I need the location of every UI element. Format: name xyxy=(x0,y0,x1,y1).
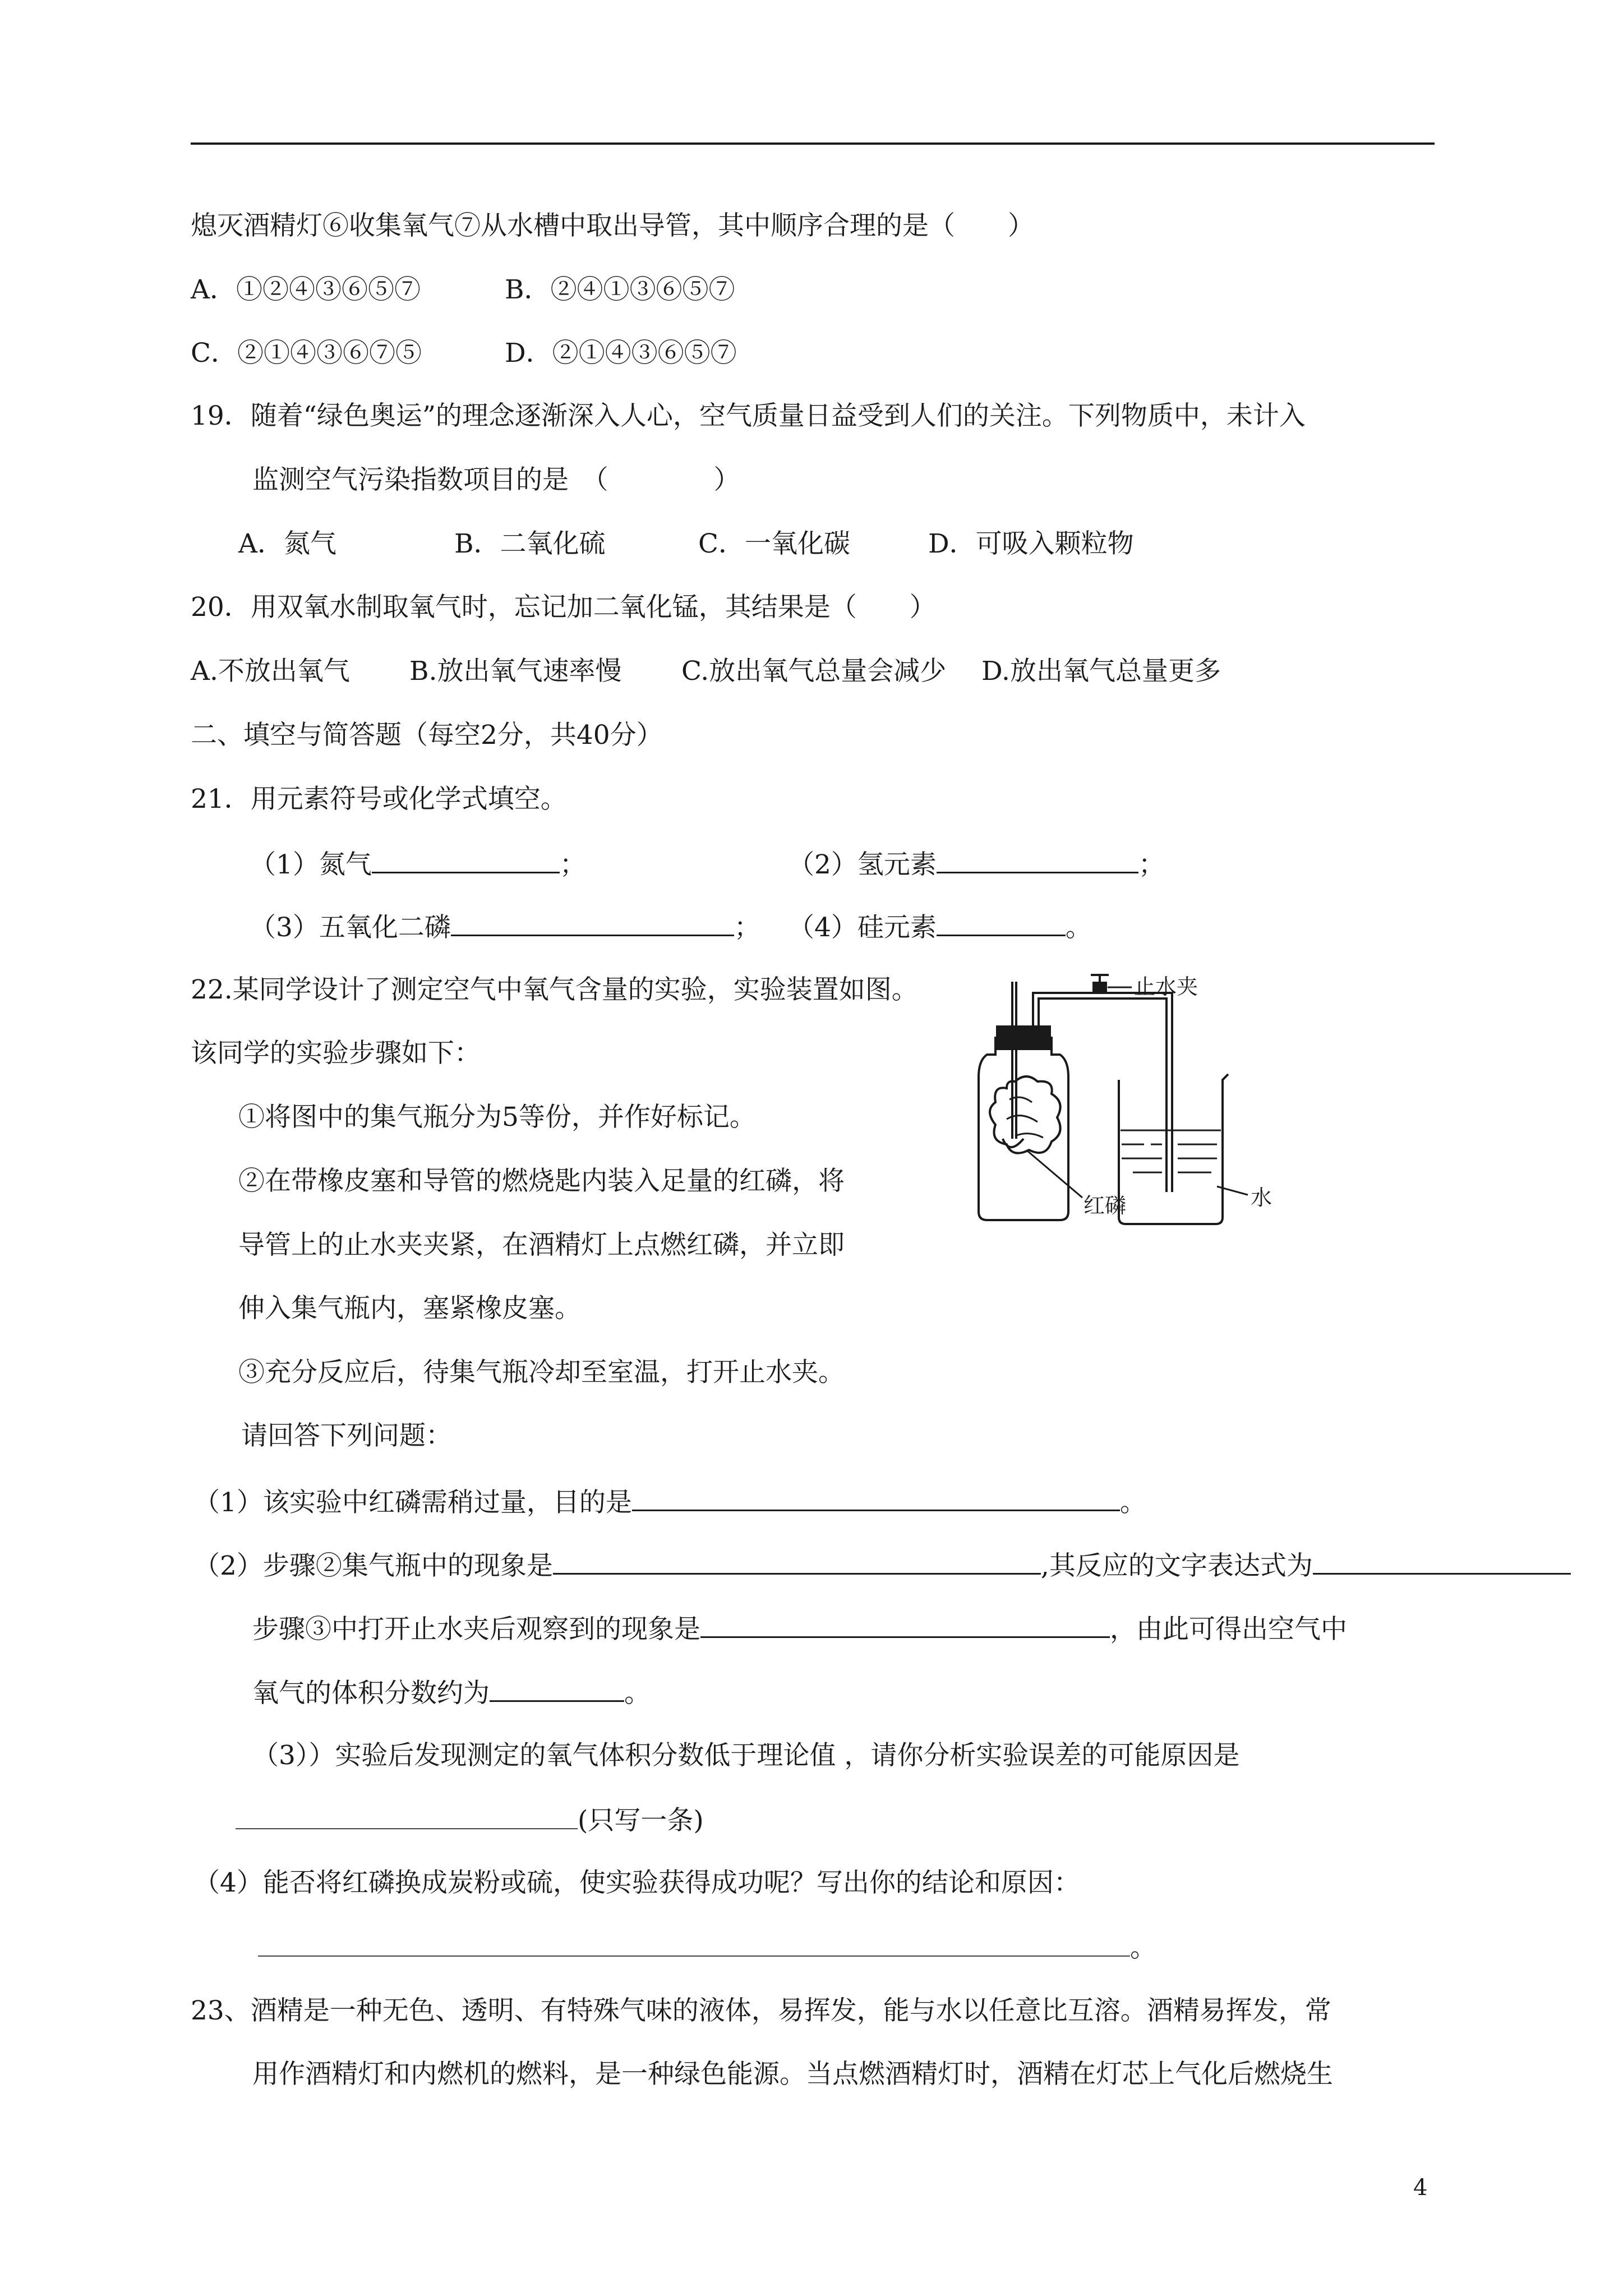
q22-part-4-answer xyxy=(258,1930,1156,1965)
q20-option-a: A.不放出氧气 xyxy=(191,656,350,687)
q22-step-2c: 伸入集气瓶内，塞紧橡皮塞。 xyxy=(238,1293,581,1324)
q22-part-2a-text2: ,其反应的文字表达式为 xyxy=(1040,1550,1313,1581)
q22-blank-1[interactable] xyxy=(632,1484,1120,1511)
q22-step-2b: 导管上的止水夹夹紧，在酒精灯上点燃红磷，并立即 xyxy=(238,1230,845,1260)
q22-part-2a xyxy=(193,1547,1571,1583)
q22-blank-2b[interactable] xyxy=(1313,1547,1571,1575)
q19-option-a: A．氮气 xyxy=(238,528,336,559)
q18-option-c: C．②①④③⑥⑦⑤ xyxy=(191,338,422,369)
q21-item-4-label: （4）硅元素 xyxy=(788,912,937,943)
q21-blank-4[interactable] xyxy=(937,909,1066,936)
q22-step-3: ③充分反应后，待集气瓶冷却至室温，打开止水夹。 xyxy=(238,1357,845,1388)
q22-blank-2e[interactable] xyxy=(490,1674,624,1702)
q22-part-3b-text: (只写一条) xyxy=(578,1805,704,1836)
q21-item-2-label: （2）氢元素 xyxy=(788,849,937,880)
q20-option-b: B.放出氧气速率慢 xyxy=(409,656,622,687)
q21-semicolon-2: ； xyxy=(1138,849,1165,880)
q22-step-1: ①将图中的集气瓶分为5等份，并作好标记。 xyxy=(238,1102,756,1133)
label-stopcock: 止水夹 xyxy=(1134,974,1198,999)
q20-stem: 20．用双氧水制取氧气时，忘记加二氧化锰，其结果是（ ） xyxy=(191,592,936,623)
q19-option-c: C．一氧化碳 xyxy=(698,528,850,559)
q18-option-d: D．②①④③⑥⑤⑦ xyxy=(505,338,737,369)
q22-blank-3[interactable] xyxy=(236,1802,578,1829)
q18-continuation: 熄灭酒精灯⑥收集氧气⑦从水槽中取出导管，其中顺序合理的是（ ） xyxy=(191,210,1034,241)
q21-item-2 xyxy=(788,846,1165,882)
label-water: 水 xyxy=(1251,1185,1272,1210)
q22-part-2a-text: （2）步骤②集气瓶中的现象是 xyxy=(193,1550,553,1581)
header-rule xyxy=(191,142,1435,145)
section-two-heading: 二、填空与简答题（每空2分，共40分） xyxy=(191,720,663,751)
q22-part-1-period: 。 xyxy=(1119,1487,1146,1518)
q22-stem: 22.某同学设计了测定空气中氧气含量的实验，实验装置如图。 xyxy=(191,974,918,1005)
q19-option-d: D．可吸入颗粒物 xyxy=(928,528,1134,559)
q20-option-d: D.放出氧气总量更多 xyxy=(981,656,1221,687)
q20-option-c: C.放出氧气总量会减少 xyxy=(681,656,947,687)
stopcock-clamp xyxy=(1094,983,1106,993)
q19-stem-line2: 监测空气污染指数项目的是 （ ） xyxy=(252,464,740,495)
q22-part-2e xyxy=(252,1674,651,1710)
q19-option-b: B．二氧化硫 xyxy=(454,528,606,559)
q22-part-2c-text: 步骤③中打开止水夹后观察到的现象是 xyxy=(252,1614,700,1645)
q22-part-2c xyxy=(252,1611,1347,1646)
q21-blank-3[interactable] xyxy=(451,909,734,936)
q21-stem: 21．用元素符号或化学式填空。 xyxy=(191,784,567,815)
combustion-spoon xyxy=(1003,1139,1023,1147)
q22-blank-4[interactable] xyxy=(258,1930,1130,1957)
label-red-phosphorus: 红磷 xyxy=(1083,1193,1127,1218)
q22-part-1 xyxy=(193,1484,1146,1520)
q22-part-4: （4）能否将红磷换成炭粉或硫，使实验获得成功呢？写出你的结论和原因： xyxy=(193,1867,1080,1898)
q22-part-3a: （3））实验后发现测定的氧气体积分数低于理论值 ，请你分析实验误差的可能原因是 xyxy=(252,1740,1240,1771)
q22-intro: 该同学的实验步骤如下： xyxy=(191,1038,481,1069)
q21-item-4 xyxy=(788,909,1092,945)
q21-period-4: 。 xyxy=(1065,912,1092,943)
q18-option-a: A．①②④③⑥⑤⑦ xyxy=(191,274,421,305)
q22-step-2a: ②在带橡皮塞和导管的燃烧匙内装入足量的红磷，将 xyxy=(238,1166,845,1197)
q23-line-1: 23、酒精是一种无色、透明、有特殊气味的液体，易挥发，能与水以任意比互溶。酒精易挥发，常 xyxy=(191,1995,1331,2026)
q23-line-2: 用作酒精灯和内燃机的燃料，是一种绿色能源。当点燃酒精灯时，酒精在灯芯上气化后燃烧生 xyxy=(252,2059,1333,2090)
q22-part-1-text: （1）该实验中红磷需稍过量，目的是 xyxy=(193,1487,632,1518)
q22-part-4-period: 。 xyxy=(1130,1932,1156,1963)
page-number: 4 xyxy=(1413,2175,1428,2201)
q22-part-2c-text2: ，由此可得出空气中 xyxy=(1110,1614,1347,1645)
q21-blank-1[interactable] xyxy=(372,846,560,873)
q22-part-3b xyxy=(236,1802,704,1838)
q22-blank-2c[interactable] xyxy=(700,1611,1110,1638)
apparatus-figure xyxy=(953,970,1301,1234)
q21-semicolon-1: ； xyxy=(559,849,586,880)
q22-ask: 请回答下列问题： xyxy=(241,1420,452,1451)
q19-stem-line1: 19．随着“绿色奥运”的理念逐渐深入人心，空气质量日益受到人们的关注。下列物质中，未计入 xyxy=(191,401,1306,431)
q21-item-3 xyxy=(250,909,760,945)
q22-blank-2a[interactable] xyxy=(553,1547,1041,1575)
q18-option-b: B．②④①③⑥⑤⑦ xyxy=(505,274,735,305)
smoke-cloud xyxy=(990,1076,1061,1153)
outlet-tube xyxy=(1033,993,1172,1192)
gas-bottle xyxy=(979,1038,1068,1220)
q21-item-1 xyxy=(250,846,586,882)
q22-part-2e-text: 氧气的体积分数约为 xyxy=(252,1678,490,1709)
q21-semicolon-3: ； xyxy=(734,912,760,943)
q21-item-3-label: （3）五氧化二磷 xyxy=(250,912,451,943)
q21-item-1-label: （1）氮气 xyxy=(250,849,372,880)
beaker xyxy=(1119,1074,1228,1224)
q21-blank-2[interactable] xyxy=(937,846,1138,873)
q22-part-2e-period: 。 xyxy=(624,1678,651,1709)
q18-options-row1 xyxy=(191,273,421,307)
rubber-stopper xyxy=(997,1027,1050,1049)
